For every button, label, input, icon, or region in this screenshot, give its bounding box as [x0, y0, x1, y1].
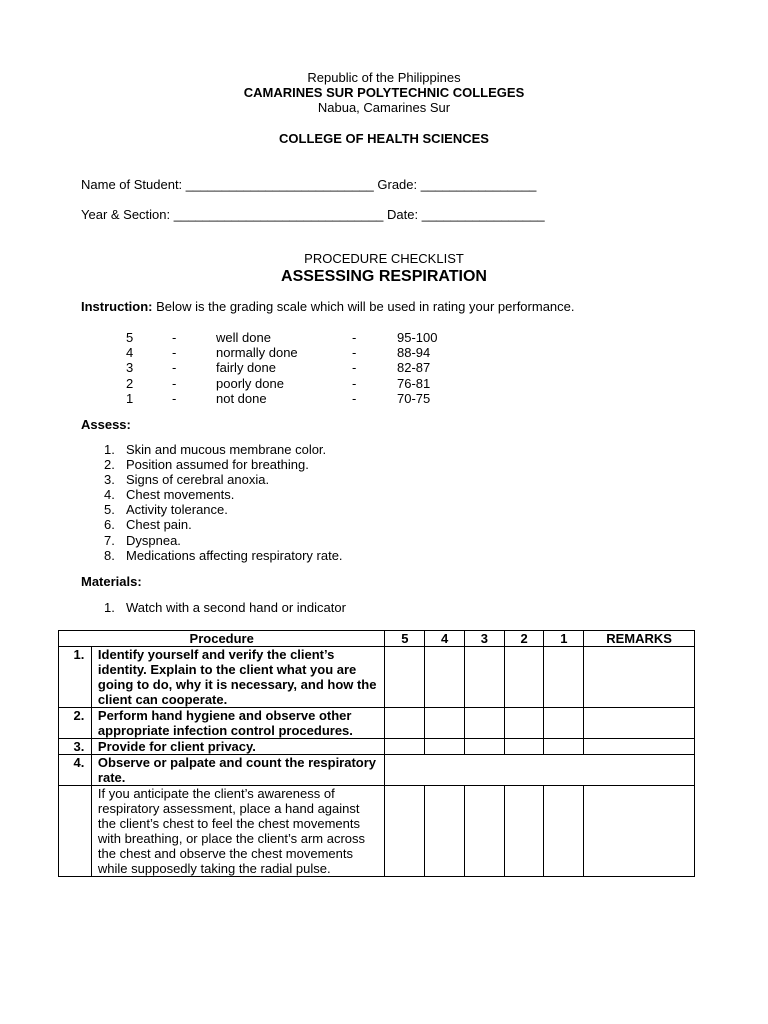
table-row	[59, 755, 695, 786]
scale-dash: -	[172, 375, 177, 391]
scale-dash: -	[352, 345, 357, 361]
procedure-title: ASSESSING RESPIRATION	[281, 268, 487, 285]
list-item-text: Chest movements.	[126, 487, 235, 503]
list-item-text: Signs of cerebral anoxia.	[126, 472, 270, 488]
header-score-2: 2	[504, 631, 544, 647]
list-item	[104, 487, 343, 502]
list-item-text: Dyspnea.	[126, 532, 181, 548]
score-cell[interactable]	[385, 739, 425, 755]
student-name-grade-line: Name of Student: __________________________ Grade: ________________	[81, 177, 537, 192]
list-item	[104, 600, 346, 615]
header-score-1: 1	[544, 631, 584, 647]
assess-list	[104, 442, 343, 563]
row-number: 4.	[59, 755, 92, 786]
scale-dash: -	[172, 390, 177, 406]
score-cell[interactable]	[425, 786, 465, 877]
list-item-number: 1.	[104, 442, 115, 457]
scale-dash: -	[352, 375, 357, 391]
table-row	[59, 708, 695, 739]
header-procedure: Procedure	[59, 631, 385, 647]
scale-range: 95-100	[397, 330, 438, 345]
scale-range: 88-94	[397, 345, 431, 361]
header-score-4: 4	[425, 631, 465, 647]
score-cell[interactable]	[425, 739, 465, 755]
scale-score: 3	[126, 360, 134, 376]
score-cell[interactable]	[544, 647, 584, 708]
list-item-number: 7.	[104, 532, 115, 548]
table-header-row	[59, 631, 695, 647]
scale-dash: -	[172, 330, 177, 345]
list-item	[104, 472, 343, 487]
procedure-checklist-label: PROCEDURE CHECKLIST	[304, 251, 464, 266]
score-cell[interactable]	[385, 786, 425, 877]
list-item-text: Watch with a second hand or indicator	[126, 600, 346, 615]
list-item-number: 3.	[104, 472, 115, 488]
remarks-cell[interactable]	[584, 786, 695, 877]
scale-score: 4	[126, 345, 134, 361]
list-item-text: Position assumed for breathing.	[126, 457, 309, 473]
scale-row	[126, 345, 526, 360]
list-item	[104, 548, 343, 563]
row-number: 3.	[59, 739, 92, 755]
remarks-cell[interactable]	[584, 647, 695, 708]
table-row	[59, 647, 695, 708]
list-item	[104, 517, 343, 532]
scale-range: 76-81	[397, 375, 431, 391]
row-procedure: Perform hand hygiene and observe other appropriate infection control procedures.	[91, 708, 385, 739]
list-item-text: Medications affecting respiratory rate.	[126, 547, 343, 563]
score-cell[interactable]	[464, 708, 504, 739]
row-number: 2.	[59, 708, 92, 739]
list-item-text: Chest pain.	[126, 517, 192, 533]
score-cell[interactable]	[504, 786, 544, 877]
list-item-number: 5.	[104, 502, 115, 518]
list-item-text: Activity tolerance.	[126, 502, 228, 518]
row-procedure: Identify yourself and verify the client’s identity. Explain to the client what you are going to do, why it is necessary, and how the client can cooperate.	[91, 647, 385, 708]
instruction-text: Below is the grading scale which will be used in rating your performance.	[152, 299, 575, 314]
merged-score-cell	[385, 755, 695, 786]
materials-list	[104, 600, 346, 615]
year-section-date-line: Year & Section: _____________________________ Date: _________________	[81, 207, 545, 222]
row-number	[59, 786, 92, 877]
list-item	[104, 502, 343, 517]
table-row	[59, 786, 695, 877]
school-name: CAMARINES SUR POLYTECHNIC COLLEGES	[243, 85, 525, 100]
school-location: Nabua, Camarines Sur	[317, 100, 451, 115]
college-name: COLLEGE OF HEALTH SCIENCES	[279, 131, 489, 146]
score-cell[interactable]	[425, 647, 465, 708]
instruction-line	[81, 299, 575, 314]
list-item	[104, 457, 343, 472]
list-item-number: 1.	[104, 600, 115, 615]
score-cell[interactable]	[464, 739, 504, 755]
scale-dash: -	[352, 330, 357, 345]
list-item-text: Skin and mucous membrane color.	[126, 442, 327, 457]
scale-description: well done	[216, 330, 271, 345]
list-item-number: 6.	[104, 517, 115, 533]
score-cell[interactable]	[544, 786, 584, 877]
list-item	[104, 442, 343, 457]
scale-row	[126, 330, 526, 345]
republic-line: Republic of the Philippines	[307, 70, 461, 85]
row-procedure: Provide for client privacy.	[91, 739, 385, 755]
scale-description: not done	[216, 390, 267, 406]
list-item-number: 2.	[104, 457, 115, 473]
score-cell[interactable]	[544, 739, 584, 755]
score-cell[interactable]	[504, 739, 544, 755]
scale-range: 82-87	[397, 360, 431, 376]
row-procedure: If you anticipate the client’s awareness of respiratory assessment, place a hand against the client’s chest to feel the chest movements with breathing, or place the client’s arm across the chest and observe the chest movements while supposedly taking the radial pulse.	[91, 786, 385, 877]
materials-title: Materials:	[81, 574, 142, 589]
instruction-label: Instruction:	[81, 299, 153, 314]
scale-description: poorly done	[216, 375, 284, 391]
scale-row	[126, 360, 526, 375]
list-item	[104, 533, 343, 548]
list-item-number: 8.	[104, 547, 115, 563]
scale-description: fairly done	[216, 360, 276, 376]
remarks-cell[interactable]	[584, 739, 695, 755]
header-remarks: REMARKS	[584, 631, 695, 647]
document-header	[0, 70, 768, 115]
scale-score: 5	[126, 330, 134, 345]
score-cell[interactable]	[464, 647, 504, 708]
scale-score: 1	[126, 390, 134, 406]
procedure-heading	[0, 252, 768, 287]
score-cell[interactable]	[544, 708, 584, 739]
list-item-number: 4.	[104, 487, 115, 503]
assess-title: Assess:	[81, 417, 131, 432]
score-cell[interactable]	[385, 647, 425, 708]
score-cell[interactable]	[464, 786, 504, 877]
scale-row	[126, 391, 526, 406]
row-number: 1.	[59, 647, 92, 708]
scale-dash: -	[352, 360, 357, 376]
scale-score: 2	[126, 375, 134, 391]
row-procedure: Observe or palpate and count the respiratory rate.	[91, 755, 385, 786]
score-cell[interactable]	[504, 647, 544, 708]
scale-row	[126, 376, 526, 391]
grading-scale	[126, 330, 526, 406]
scale-description: normally done	[216, 345, 298, 361]
scale-dash: -	[352, 390, 357, 406]
scale-dash: -	[172, 345, 177, 361]
table-row	[59, 739, 695, 755]
score-cell[interactable]	[385, 708, 425, 739]
scale-dash: -	[172, 360, 177, 376]
procedure-table	[58, 630, 695, 877]
header-score-3: 3	[464, 631, 504, 647]
header-score-5: 5	[385, 631, 425, 647]
score-cell[interactable]	[425, 708, 465, 739]
remarks-cell[interactable]	[584, 708, 695, 739]
score-cell[interactable]	[504, 708, 544, 739]
scale-range: 70-75	[397, 390, 431, 406]
